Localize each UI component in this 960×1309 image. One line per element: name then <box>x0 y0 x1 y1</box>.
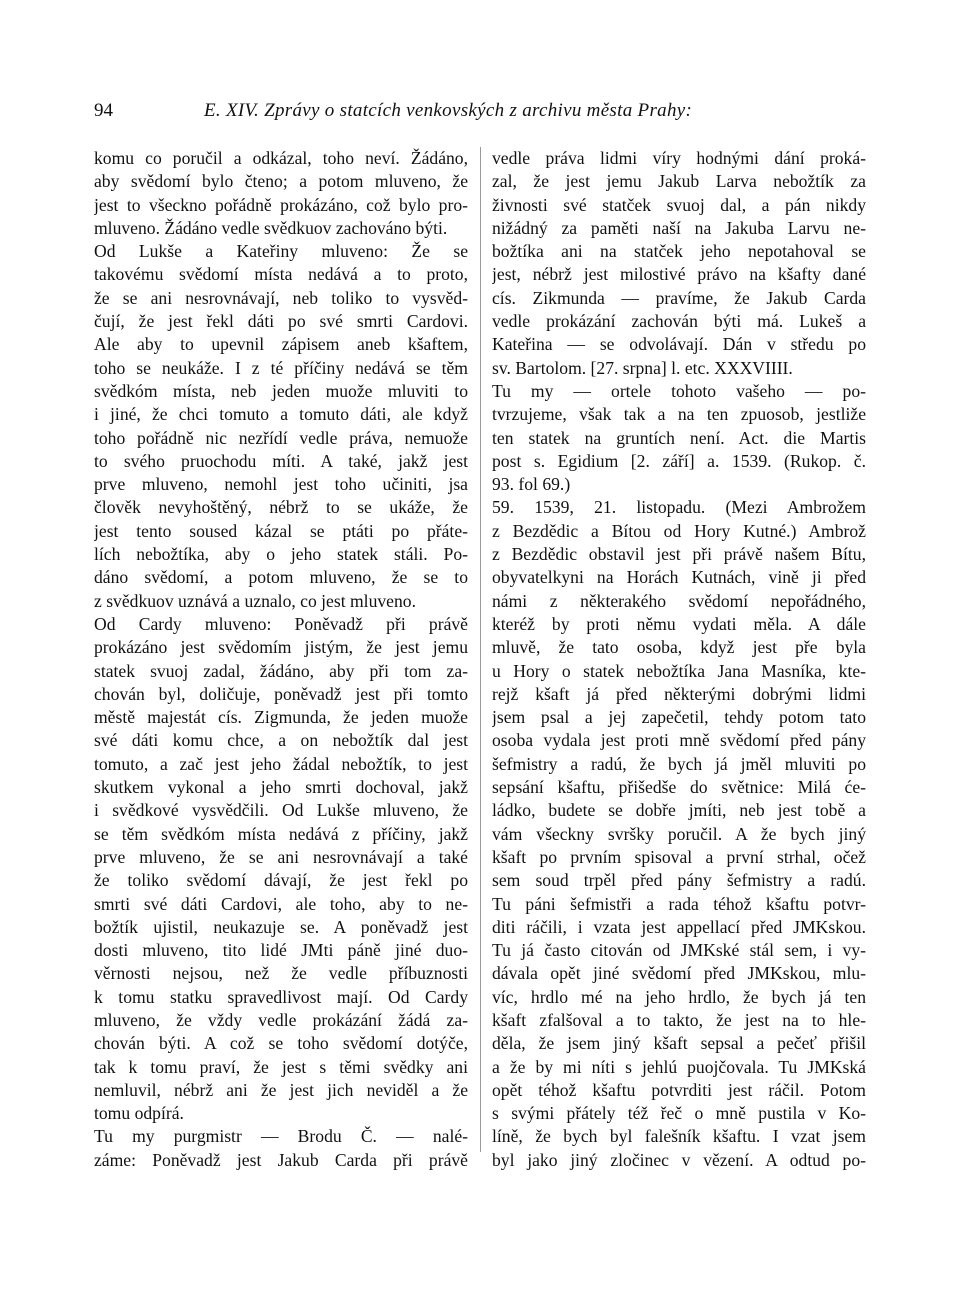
text-line: tvrzujeme, však tak a na ten zpuosob, jestliže <box>492 404 866 425</box>
text-line: z svědkuov uznává a uznalo, co jest mluveno. <box>94 590 416 611</box>
text-line: že toliko svědomí dávají, že jest řekl po <box>94 870 468 891</box>
text-line: sv. Bartolom. [27. srpna] l. etc. XXXVIIII. <box>492 357 793 378</box>
text-line: 59. 1539, 21. listopadu. (Mezi Ambrožem <box>492 497 866 518</box>
text-line: jest to všeckno pořádně prokázáno, což bylo pro- <box>94 194 468 215</box>
text-line: toho se neukáže. I z té příčiny nedává se těm <box>94 357 468 378</box>
text-line: sem soud trpěl před pány šefmistry a radú. <box>492 870 866 891</box>
text-line: takovému svědomí místa nedává a to proto, <box>94 264 468 285</box>
text-line: tomuto, a zač jest jeho žádal nebožtík, to jest <box>94 753 468 774</box>
text-line: komu co poručil a odkázal, toho neví. Žádáno, <box>94 148 468 168</box>
text-line: že se ani nesrovnávají, neb toliko to vysvěd- <box>94 287 468 308</box>
text-line: a že by mi níti s jehlú puojčovala. Tu JMKská <box>492 1056 866 1077</box>
text-line: k tomu statku spravedlivost mají. Od Cardy <box>94 986 468 1007</box>
text-line: byl jako jiný zločinec v vězení. A odtud po- <box>492 1149 866 1170</box>
text-line: to svého pruochodu míti. A také, jakž jest <box>94 450 468 471</box>
text-line: i jiné, že chci tomuto a tomuto dáti, ale když <box>94 404 468 425</box>
text-line: i svědkové vysvědčili. Od Lukše mluveno, že <box>94 800 468 821</box>
text-line: prokázáno jest svědomím jistým, že jest jemu <box>94 637 468 658</box>
text-line: nižádný za paměti naší na Jakuba Larvu ne- <box>492 217 866 238</box>
text-line: prve mluveno, nemohl jest toho učiniti, jsa <box>94 474 468 495</box>
text-line: statek svuoj zadal, žádáno, aby při tom za- <box>94 660 468 681</box>
text-line: ten statek na gruntích není. Act. die Martis <box>492 427 866 448</box>
text-line: mluveno, že vždy vedle prokázání žádá za- <box>94 1009 468 1030</box>
text-line: ládko, budete se dobře jmíti, neb jest tobě a <box>492 800 866 821</box>
text-line: obyvatelkyni na Horách Kutnách, vině ji před <box>492 567 866 588</box>
text-line: prve mluveno, že se ani nesrovnávají a také <box>94 846 468 867</box>
text-line: jest, nébrž jest milostivé právo na kšafty dané <box>492 264 866 285</box>
text-line: z Bezdědic a Bítou od Hory Kutné.) Ambrož <box>492 520 866 541</box>
text-line: aby svědomí bylo čteno; a potom mluveno, že <box>94 171 468 192</box>
text-line: líně, že bych byl falešník kšaftu. I vzat jsem <box>492 1126 866 1147</box>
text-line: námi z některakého svědomí nepořádného, <box>492 590 866 611</box>
left-text-column <box>94 147 468 1172</box>
text-line: rejž kšaft já před některými dobrými lidmi <box>492 683 866 704</box>
text-line: vám všeckny svršky poručil. A že bych jiný <box>492 823 866 844</box>
text-line: vedle práva lidmi víry hodnými dání proká- <box>492 148 866 168</box>
text-line: opět téhož kšaftu potvrditi jest ráčil. Potom <box>492 1079 866 1100</box>
text-line: svědkóm místa, neb jeden muože mluviti to <box>94 380 468 401</box>
text-line: z Bezdědic obstavil jest při právě našem Bítu, <box>492 544 866 565</box>
text-line: kšaft zfalšoval a to takto, že jest na to hle- <box>492 1009 866 1030</box>
text-line: božtíka ani na statček jeho nepotahoval se <box>492 241 866 262</box>
column-divider <box>480 147 481 1152</box>
text-line: post s. Egidium [2. září] a. 1539. (Rukop. č. <box>492 450 866 471</box>
text-line: 93. fol 69.) <box>492 474 571 495</box>
right-text-column <box>492 147 866 1172</box>
text-line: sepsání kšaftu, přišedše do světnice: Milá će- <box>492 777 866 798</box>
text-line: Tu páni šefmistři a rada téhož kšaftu potvr- <box>492 893 866 914</box>
text-line: záme: Poněvadž jest Jakub Carda při právě <box>94 1149 468 1170</box>
text-line: živnosti své statček svuoj dal, a pán nikdy <box>492 194 866 215</box>
text-line: osoba vydala jest proti mně svědomí před pány <box>492 730 866 751</box>
text-line: kteréž by proti němu vydati měla. A dále <box>492 613 866 634</box>
text-line: toho pořádně nic nezřídí vedle práva, nemuože <box>94 427 468 448</box>
text-line: božtík ujistil, neukazuje se. A poněvadž jest <box>94 916 468 937</box>
text-line: vedle prokázání zachován býti má. Lukeš a <box>492 311 866 332</box>
text-line: Od Lukše a Kateřiny mluveno: Že se <box>94 241 468 262</box>
text-line: čují, že jest řekl dáti po své smrti Cardovi. <box>94 311 468 332</box>
text-line: diti ráčili, i vzata jest appellací před JMKskou. <box>492 916 866 937</box>
text-line: Od Cardy mluveno: Poněvadž při právě <box>94 613 468 634</box>
text-line: víc, hrdlo mé na jeho hrdlo, že bych já ten <box>492 986 866 1007</box>
text-line: kšaft po prvním spisoval a první strhal, očež <box>492 846 866 867</box>
text-line: děla, že jsem jiný kšaft sepsal a pečeť přišil <box>492 1033 866 1054</box>
text-line: městě majestát cís. Zigmunda, že jeden muože <box>94 707 468 728</box>
text-line: nemluvil, nébrž ani že jest jich neviděl a že <box>94 1079 468 1100</box>
text-line: dáno svědomí, a potom mluveno, že se to <box>94 567 468 588</box>
text-line: tak k tomu praví, že jest s těmi svědky ani <box>94 1056 468 1077</box>
text-line: se těm svědkóm místa nedává z příčiny, jakž <box>94 823 468 844</box>
text-line: Kateřina — se odvolávají. Dán v středu po <box>492 334 866 355</box>
text-line: lích nebožtíka, aby o jeho statek stáli. Po- <box>94 544 468 565</box>
text-line: věrnosti nejsou, než že vedle příbuznosti <box>94 963 468 984</box>
text-line: své dáti komu chce, a on nebožtík dal jest <box>94 730 468 751</box>
text-line: tomu odpírá. <box>94 1103 184 1124</box>
text-line: šefmistry a radú, že bych já jměl mluviti po <box>492 753 866 774</box>
text-line: dosti mluveno, tito lidé JMti páně jiné duo- <box>94 940 468 961</box>
text-line: chován byl, doličuje, poněvadž jest při tomto <box>94 683 468 704</box>
text-line: chován býti. A což se toho svědomí dotýče, <box>94 1033 468 1054</box>
text-line: smrti své dáti Cardovi, ale toho, aby to ne- <box>94 893 468 914</box>
text-line: dávala opět jiné svědomí před JMKskou, mlu- <box>492 963 866 984</box>
text-line: u Hory o statek nebožtíka Jana Masníka, kte- <box>492 660 866 681</box>
text-line: Tu my — ortele tohoto vašeho — po- <box>492 380 866 401</box>
text-line: mluveno. Žádáno vedle svědkuov zachováno býti. <box>94 217 448 238</box>
text-line: Ale aby to upevnil zápisem aneb kšaftem, <box>94 334 468 355</box>
text-line: s svými přátely též řeč o mně pustila v Ko- <box>492 1103 866 1124</box>
page-number: 94 <box>94 100 113 121</box>
text-line: mluvě, že tato osoba, když jest pře byla <box>492 637 866 658</box>
text-line: cís. Zikmunda — pravíme, že Jakub Carda <box>492 287 866 308</box>
running-title: E. XIV. Zprávy o statcích venkovských z archivu města Prahy: <box>204 100 693 121</box>
text-line: Tu já často citován od JMKské stál sem, i vy- <box>492 940 866 961</box>
text-line: zal, že jest jemu Jakub Larva nebožtík za <box>492 171 866 192</box>
text-line: člověk nevyhoštěný, nébrž to se ukáže, že <box>94 497 468 518</box>
text-line: Tu my purgmistr — Brodu Č. — nalé- <box>94 1126 468 1147</box>
text-line: jsem psal a jej zapečetil, tehdy potom tato <box>492 707 866 728</box>
text-line: skutkem vykonal a jeho smrti dochoval, jakž <box>94 777 468 798</box>
page-header <box>94 100 864 130</box>
text-line: jest tento soused kázal se ptáti po přáte- <box>94 520 468 541</box>
